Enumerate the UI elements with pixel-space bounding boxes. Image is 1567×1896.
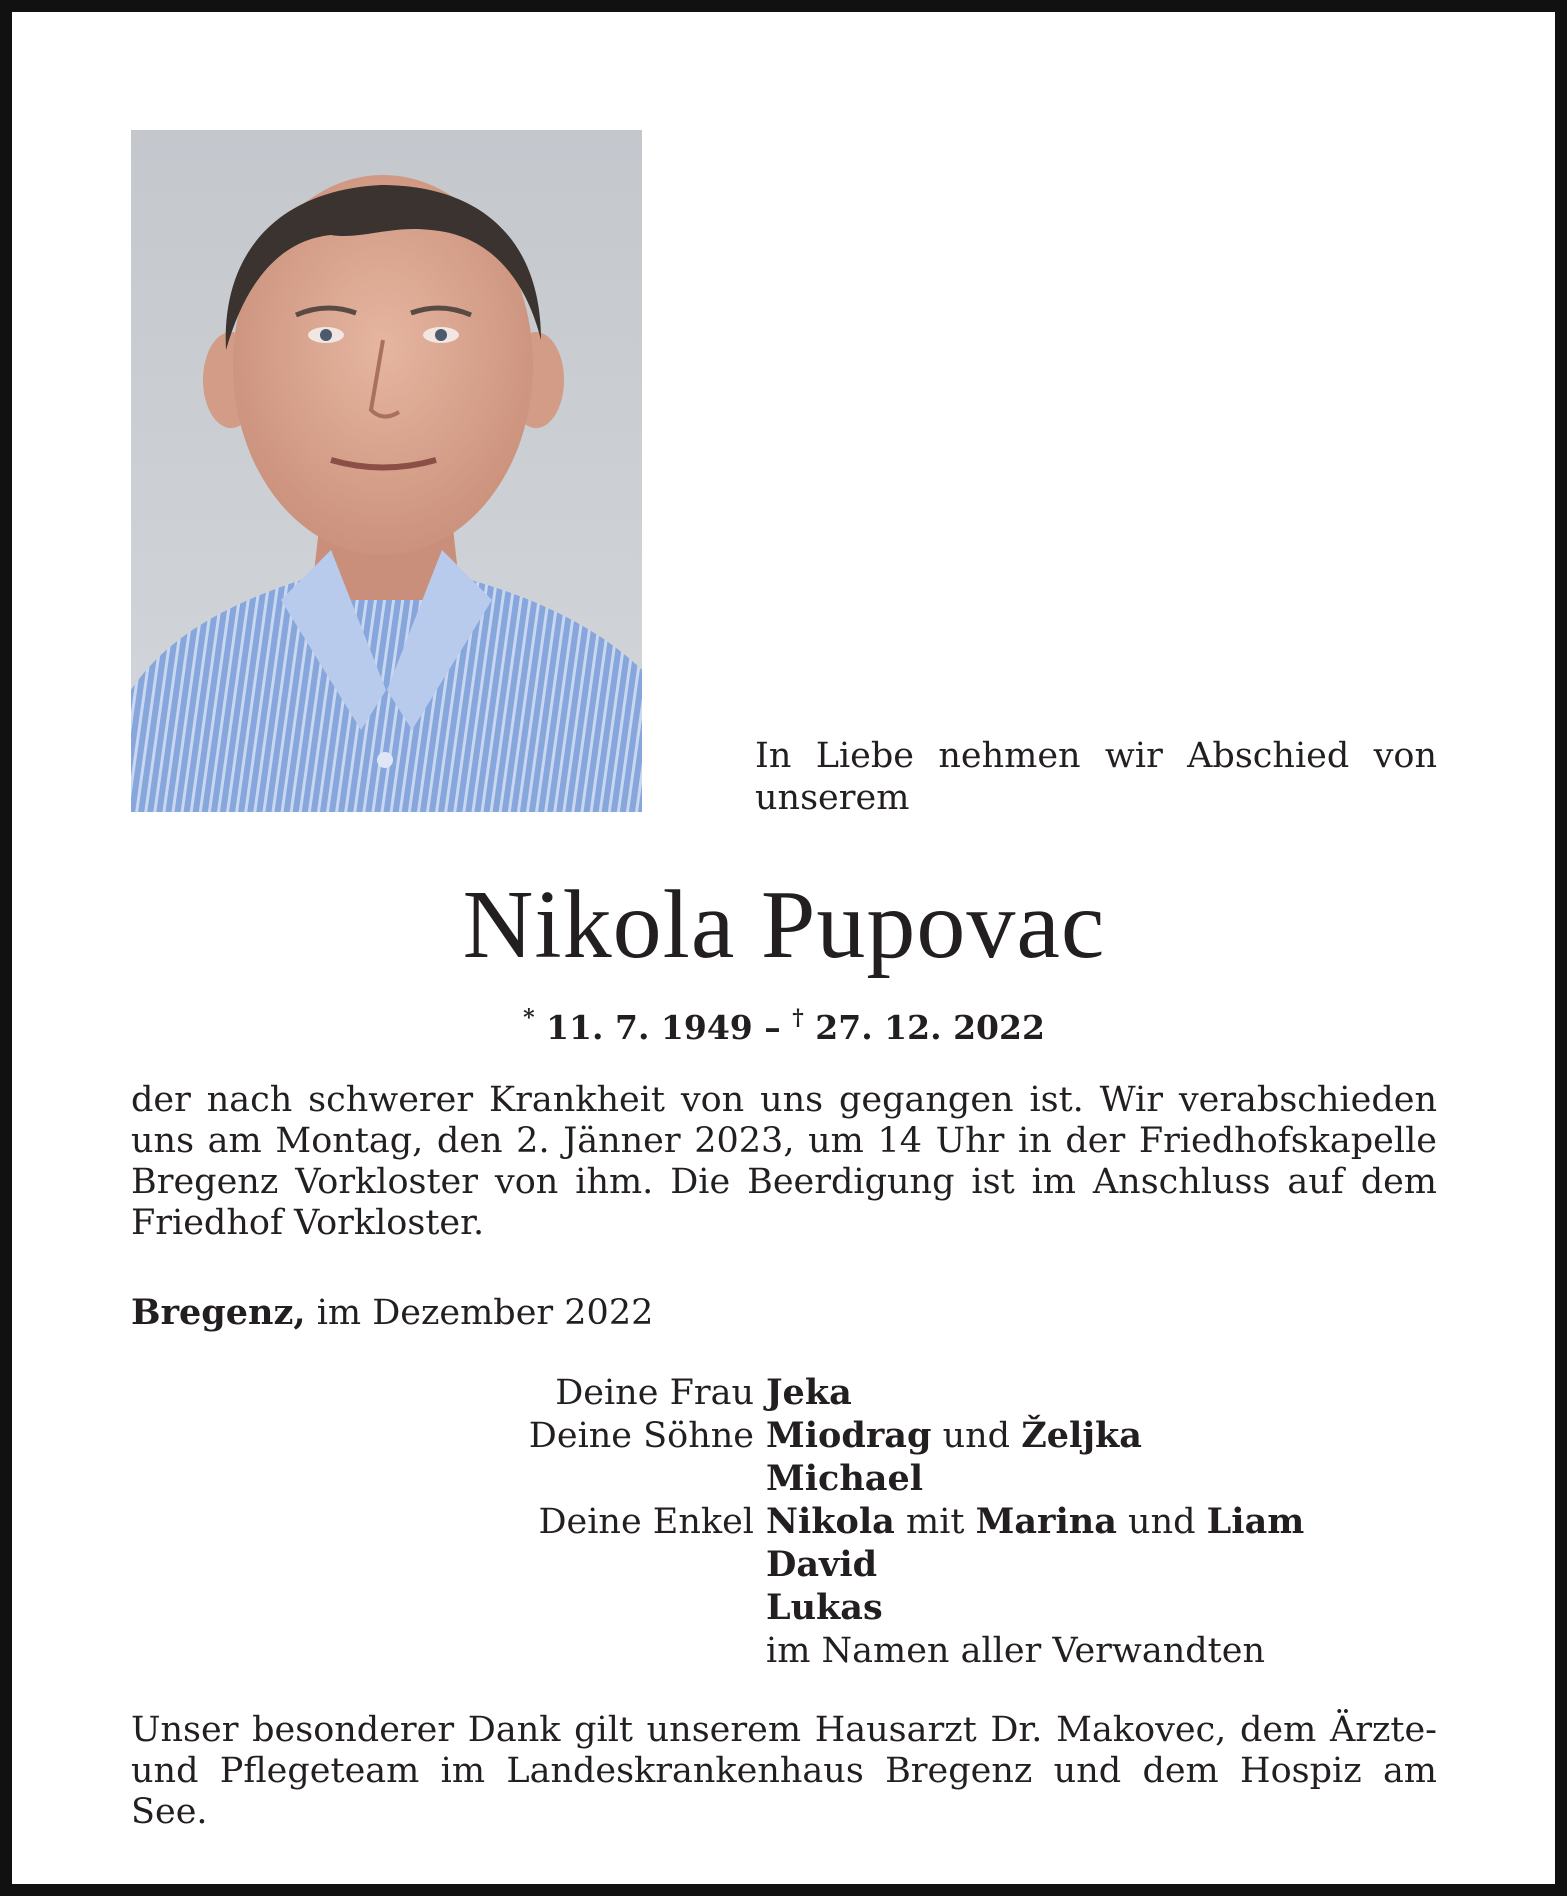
relatives-text: im Namen aller Verwandten [766,1631,1265,1671]
portrait-illustration [131,130,642,812]
wife-name: Jeka [766,1372,852,1413]
grandchild1-conjunction-2: und [1128,1502,1196,1542]
grandchild1-conjunction: mit [906,1502,965,1542]
sons-label: Deine Söhne [528,1416,754,1456]
family-row-grandchild2 [0,1544,1567,1586]
son1-partner-name: Željka [1021,1415,1142,1456]
funeral-details: der nach schwerer Krankheit von uns gegangen ist. Wir verabschieden uns am Montag, den 2. Jänner 2023, um 14 Uhr in der Friedhofskapelle Bregenz Vorkloster von ihm. Die Beerdigung ist im Anschluss auf dem Friedhof Vorkloster. [131,1080,1437,1243]
wife-value [766,1372,852,1414]
grandchildren-label: Deine Enkel [538,1502,754,1542]
sons-value [766,1415,1142,1457]
family-row-relatives [0,1630,1567,1672]
grandchild2-name: David [766,1544,878,1585]
place-date: im Dezember 2022 [316,1293,654,1333]
family-row-grandchild3 [0,1587,1567,1629]
family-row-grandchildren [0,1501,1567,1543]
son2-name: Michael [766,1458,924,1499]
son2-value [766,1458,923,1500]
deceased-name: Nikola Pupovac [462,871,1106,979]
family-row-son2 [0,1458,1567,1500]
grandchild2-value [766,1544,877,1586]
death-date: 27. 12. 2022 [815,1008,1045,1047]
thanks-text: Unser besonderer Dank gilt unserem Hausarzt Dr. Makovec, dem Ärzte- und Pflegeteam im Landeskrankenhaus Bregenz und dem Hospiz am See. [131,1710,1437,1832]
place-date-line [131,1292,653,1334]
death-symbol: † [792,1005,804,1031]
family-row-wife [0,1372,1567,1414]
grandchild3-name: Lukas [766,1587,883,1628]
grandchild3-value [766,1587,883,1629]
son1-conjunction: und [942,1416,1011,1456]
place-city: Bregenz, [131,1292,306,1333]
grandchild1-value [766,1501,1304,1543]
portrait-photo [131,130,642,812]
grandchild1-child-name: Liam [1206,1501,1305,1542]
son1-name: Miodrag [766,1415,932,1456]
grandchild1-name: Nikola [766,1501,895,1542]
life-dates [131,998,1437,1048]
intro-text: In Liebe nehmen wir Abschied von unserem [755,736,1437,818]
date-separator: – [764,1008,781,1047]
birth-symbol: * [523,1005,535,1031]
wife-label: Deine Frau [555,1373,754,1413]
family-row-sons [0,1415,1567,1457]
birth-date: 11. 7. 1949 [546,1008,753,1047]
grandchild1-partner-name: Marina [975,1501,1117,1542]
